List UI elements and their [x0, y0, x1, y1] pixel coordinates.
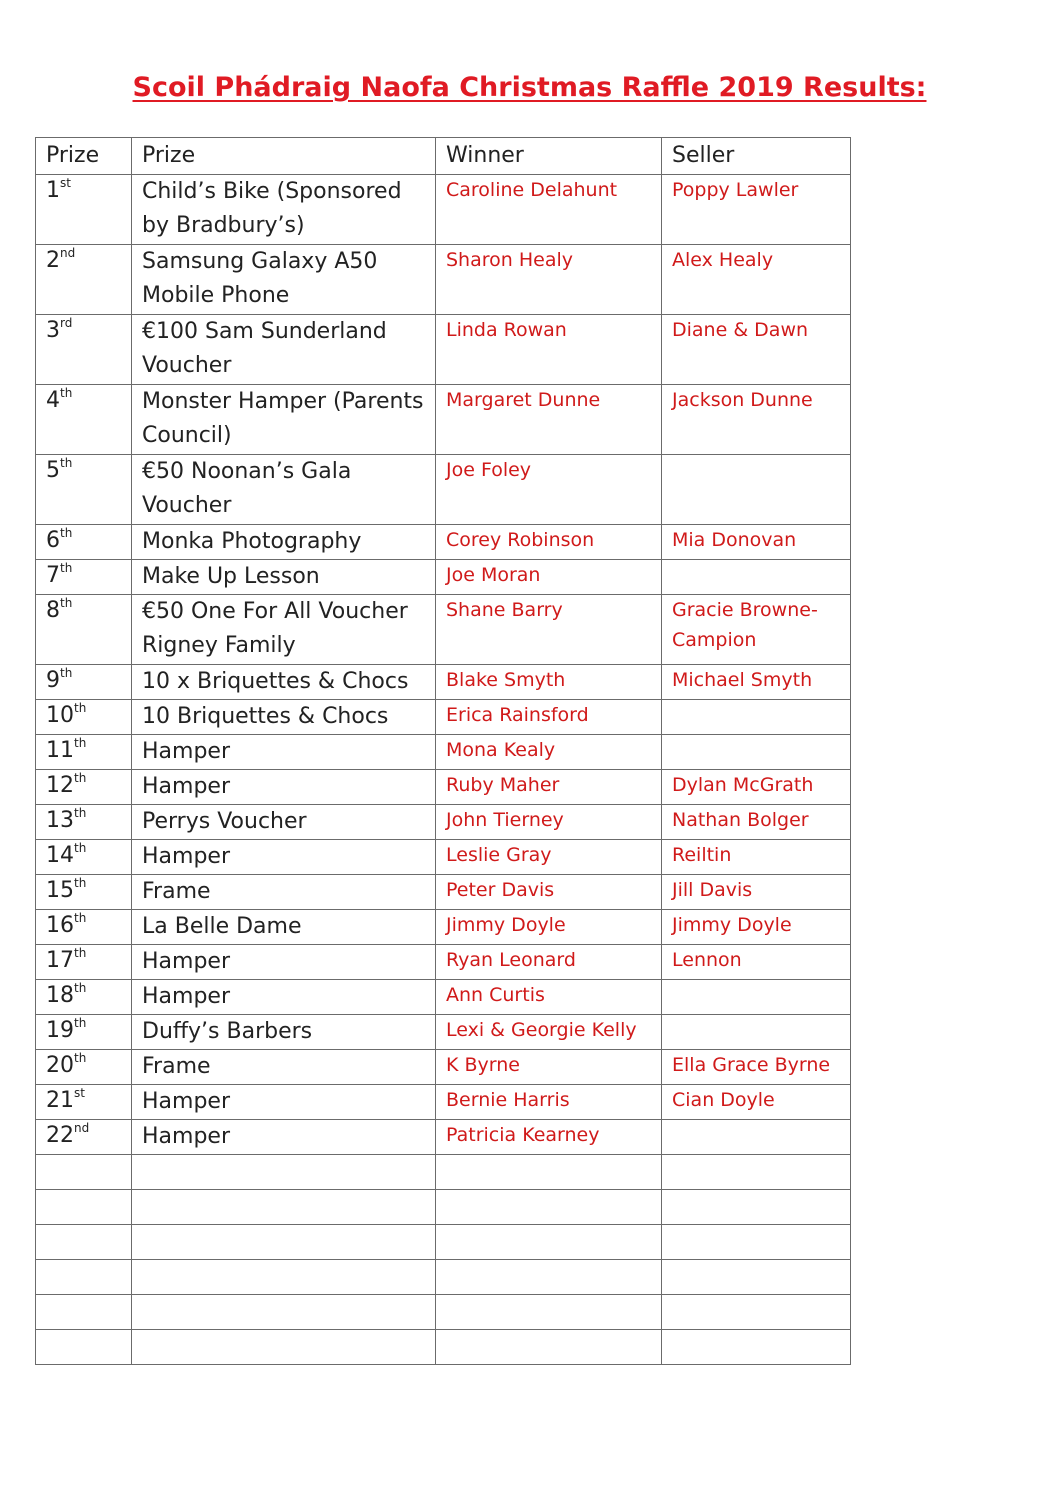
- place-cell: [36, 735, 132, 770]
- winner-cell: Blake Smyth: [436, 665, 662, 700]
- place-number: 7: [46, 563, 60, 588]
- table-row: [36, 700, 851, 735]
- place-number: 15: [46, 878, 74, 903]
- place-suffix: nd: [60, 246, 76, 260]
- place-cell: [36, 560, 132, 595]
- place-suffix: th: [60, 561, 73, 575]
- winner-cell: K Byrne: [436, 1050, 662, 1085]
- empty-row: [36, 1225, 851, 1260]
- table-row: [36, 455, 851, 525]
- seller-cell: [662, 455, 851, 525]
- place-suffix: st: [60, 176, 71, 190]
- table-row: [36, 1120, 851, 1155]
- empty-cell: [36, 1330, 132, 1365]
- place-number: 17: [46, 948, 74, 973]
- place-cell: [36, 175, 132, 245]
- place-cell: [36, 665, 132, 700]
- place-cell: [36, 1085, 132, 1120]
- table-row: [36, 525, 851, 560]
- place-number: 9: [46, 668, 60, 693]
- seller-cell: [662, 700, 851, 735]
- empty-cell: [132, 1155, 436, 1190]
- table-row: [36, 385, 851, 455]
- prize-cell: Child’s Bike (Sponsored by Bradbury’s): [132, 175, 436, 245]
- seller-cell: Michael Smyth: [662, 665, 851, 700]
- place-suffix: rd: [60, 316, 73, 330]
- place-cell: [36, 770, 132, 805]
- place-number: 13: [46, 808, 74, 833]
- table-row: [36, 245, 851, 315]
- empty-cell: [436, 1155, 662, 1190]
- seller-cell: Diane & Dawn: [662, 315, 851, 385]
- page-title: [0, 72, 1059, 103]
- empty-cell: [662, 1225, 851, 1260]
- table-row: [36, 805, 851, 840]
- place-number: 3: [46, 318, 60, 343]
- prize-cell: Hamper: [132, 770, 436, 805]
- page-title-text: Scoil Phádraig Naofa Christmas Raffle 2019 Results:: [132, 72, 927, 103]
- table-row: [36, 1085, 851, 1120]
- table-row: [36, 560, 851, 595]
- winner-cell: Jimmy Doyle: [436, 910, 662, 945]
- place-suffix: th: [74, 876, 87, 890]
- place-suffix: th: [74, 911, 87, 925]
- column-header-seller: Seller: [662, 138, 851, 175]
- place-number: 6: [46, 528, 60, 553]
- place-number: 22: [46, 1123, 74, 1148]
- place-cell: [36, 595, 132, 665]
- winner-cell: Peter Davis: [436, 875, 662, 910]
- empty-cell: [662, 1330, 851, 1365]
- place-suffix: th: [60, 596, 73, 610]
- place-suffix: st: [74, 1086, 85, 1100]
- prize-cell: Frame: [132, 1050, 436, 1085]
- table-row: [36, 595, 851, 665]
- prize-cell: Hamper: [132, 840, 436, 875]
- empty-cell: [132, 1330, 436, 1365]
- place-cell: [36, 875, 132, 910]
- place-number: 8: [46, 598, 60, 623]
- empty-cell: [36, 1190, 132, 1225]
- prize-cell: Monster Hamper (Parents Council): [132, 385, 436, 455]
- seller-cell: Jackson Dunne: [662, 385, 851, 455]
- place-number: 18: [46, 983, 74, 1008]
- winner-cell: Ryan Leonard: [436, 945, 662, 980]
- prize-cell: Duffy’s Barbers: [132, 1015, 436, 1050]
- prize-cell: Perrys Voucher: [132, 805, 436, 840]
- place-suffix: th: [74, 701, 87, 715]
- seller-cell: [662, 735, 851, 770]
- empty-cell: [662, 1155, 851, 1190]
- winner-cell: John Tierney: [436, 805, 662, 840]
- seller-cell: Alex Healy: [662, 245, 851, 315]
- place-suffix: th: [60, 456, 73, 470]
- winner-cell: Mona Kealy: [436, 735, 662, 770]
- seller-cell: Dylan McGrath: [662, 770, 851, 805]
- place-number: 14: [46, 843, 74, 868]
- winner-cell: Lexi & Georgie Kelly: [436, 1015, 662, 1050]
- prize-cell: La Belle Dame: [132, 910, 436, 945]
- winner-cell: Erica Rainsford: [436, 700, 662, 735]
- seller-cell: Lennon: [662, 945, 851, 980]
- seller-cell: [662, 980, 851, 1015]
- winner-cell: Joe Foley: [436, 455, 662, 525]
- place-cell: [36, 980, 132, 1015]
- place-cell: [36, 525, 132, 560]
- prize-cell: €50 One For All Voucher Rigney Family: [132, 595, 436, 665]
- empty-cell: [36, 1295, 132, 1330]
- empty-cell: [132, 1225, 436, 1260]
- winner-cell: Ann Curtis: [436, 980, 662, 1015]
- table-row: [36, 1015, 851, 1050]
- seller-cell: Nathan Bolger: [662, 805, 851, 840]
- prize-cell: Hamper: [132, 735, 436, 770]
- empty-cell: [662, 1295, 851, 1330]
- empty-cell: [36, 1260, 132, 1295]
- place-cell: [36, 840, 132, 875]
- empty-cell: [132, 1260, 436, 1295]
- results-table: [35, 137, 851, 1365]
- place-suffix: th: [74, 946, 87, 960]
- place-number: 20: [46, 1053, 74, 1078]
- place-number: 2: [46, 248, 60, 273]
- place-suffix: th: [74, 806, 87, 820]
- seller-cell: [662, 560, 851, 595]
- place-cell: [36, 315, 132, 385]
- empty-cell: [36, 1155, 132, 1190]
- table-row: [36, 875, 851, 910]
- winner-cell: Corey Robinson: [436, 525, 662, 560]
- prize-cell: Make Up Lesson: [132, 560, 436, 595]
- prize-cell: €50 Noonan’s Gala Voucher: [132, 455, 436, 525]
- winner-cell: Ruby Maher: [436, 770, 662, 805]
- prize-cell: 10 Briquettes & Chocs: [132, 700, 436, 735]
- table-row: [36, 315, 851, 385]
- empty-row: [36, 1330, 851, 1365]
- winner-cell: Bernie Harris: [436, 1085, 662, 1120]
- column-header-winner: Winner: [436, 138, 662, 175]
- place-cell: [36, 700, 132, 735]
- place-number: 21: [46, 1088, 74, 1113]
- table-row: [36, 910, 851, 945]
- empty-row: [36, 1155, 851, 1190]
- place-cell: [36, 1015, 132, 1050]
- place-suffix: nd: [74, 1121, 90, 1135]
- prize-cell: €100 Sam Sunderland Voucher: [132, 315, 436, 385]
- empty-cell: [436, 1260, 662, 1295]
- place-number: 10: [46, 703, 74, 728]
- empty-cell: [132, 1295, 436, 1330]
- prize-cell: Samsung Galaxy A50 Mobile Phone: [132, 245, 436, 315]
- table-row: [36, 1050, 851, 1085]
- place-number: 4: [46, 388, 60, 413]
- prize-cell: Frame: [132, 875, 436, 910]
- place-number: 12: [46, 773, 74, 798]
- table-row: [36, 175, 851, 245]
- empty-row: [36, 1190, 851, 1225]
- prize-cell: Hamper: [132, 945, 436, 980]
- table-row: [36, 665, 851, 700]
- place-suffix: th: [74, 1051, 87, 1065]
- winner-cell: Shane Barry: [436, 595, 662, 665]
- table-row: [36, 980, 851, 1015]
- winner-cell: Margaret Dunne: [436, 385, 662, 455]
- empty-row: [36, 1260, 851, 1295]
- table-row: [36, 840, 851, 875]
- header-row: [36, 138, 851, 175]
- seller-cell: Jimmy Doyle: [662, 910, 851, 945]
- seller-cell: Gracie Browne-Campion: [662, 595, 851, 665]
- place-suffix: th: [74, 736, 87, 750]
- place-number: 1: [46, 178, 60, 203]
- place-suffix: th: [60, 666, 73, 680]
- prize-cell: Hamper: [132, 980, 436, 1015]
- prize-cell: Hamper: [132, 1120, 436, 1155]
- place-suffix: th: [74, 1016, 87, 1030]
- place-cell: [36, 945, 132, 980]
- empty-cell: [132, 1190, 436, 1225]
- seller-cell: Ella Grace Byrne: [662, 1050, 851, 1085]
- place-suffix: th: [74, 981, 87, 995]
- place-suffix: th: [74, 771, 87, 785]
- table-row: [36, 735, 851, 770]
- seller-cell: Mia Donovan: [662, 525, 851, 560]
- table-row: [36, 770, 851, 805]
- column-header-prize: Prize: [132, 138, 436, 175]
- empty-cell: [436, 1225, 662, 1260]
- column-header-place: Prize: [36, 138, 132, 175]
- results-body: [36, 175, 851, 1365]
- place-suffix: th: [74, 841, 87, 855]
- place-suffix: th: [60, 386, 73, 400]
- empty-cell: [662, 1190, 851, 1225]
- seller-cell: [662, 1015, 851, 1050]
- table-row: [36, 945, 851, 980]
- prize-cell: Hamper: [132, 1085, 436, 1120]
- winner-cell: Leslie Gray: [436, 840, 662, 875]
- place-number: 16: [46, 913, 74, 938]
- place-cell: [36, 910, 132, 945]
- place-number: 11: [46, 738, 74, 763]
- seller-cell: Jill Davis: [662, 875, 851, 910]
- place-cell: [36, 455, 132, 525]
- empty-row: [36, 1295, 851, 1330]
- place-cell: [36, 805, 132, 840]
- place-cell: [36, 1120, 132, 1155]
- empty-cell: [36, 1225, 132, 1260]
- place-cell: [36, 1050, 132, 1085]
- seller-cell: [662, 1120, 851, 1155]
- place-cell: [36, 385, 132, 455]
- empty-cell: [436, 1330, 662, 1365]
- empty-cell: [436, 1295, 662, 1330]
- place-suffix: th: [60, 526, 73, 540]
- place-number: 19: [46, 1018, 74, 1043]
- seller-cell: Poppy Lawler: [662, 175, 851, 245]
- winner-cell: Sharon Healy: [436, 245, 662, 315]
- place-cell: [36, 245, 132, 315]
- prize-cell: Monka Photography: [132, 525, 436, 560]
- winner-cell: Patricia Kearney: [436, 1120, 662, 1155]
- winner-cell: Caroline Delahunt: [436, 175, 662, 245]
- prize-cell: 10 x Briquettes & Chocs: [132, 665, 436, 700]
- winner-cell: Linda Rowan: [436, 315, 662, 385]
- empty-cell: [436, 1190, 662, 1225]
- seller-cell: Cian Doyle: [662, 1085, 851, 1120]
- winner-cell: Joe Moran: [436, 560, 662, 595]
- place-number: 5: [46, 458, 60, 483]
- seller-cell: Reiltin: [662, 840, 851, 875]
- empty-cell: [662, 1260, 851, 1295]
